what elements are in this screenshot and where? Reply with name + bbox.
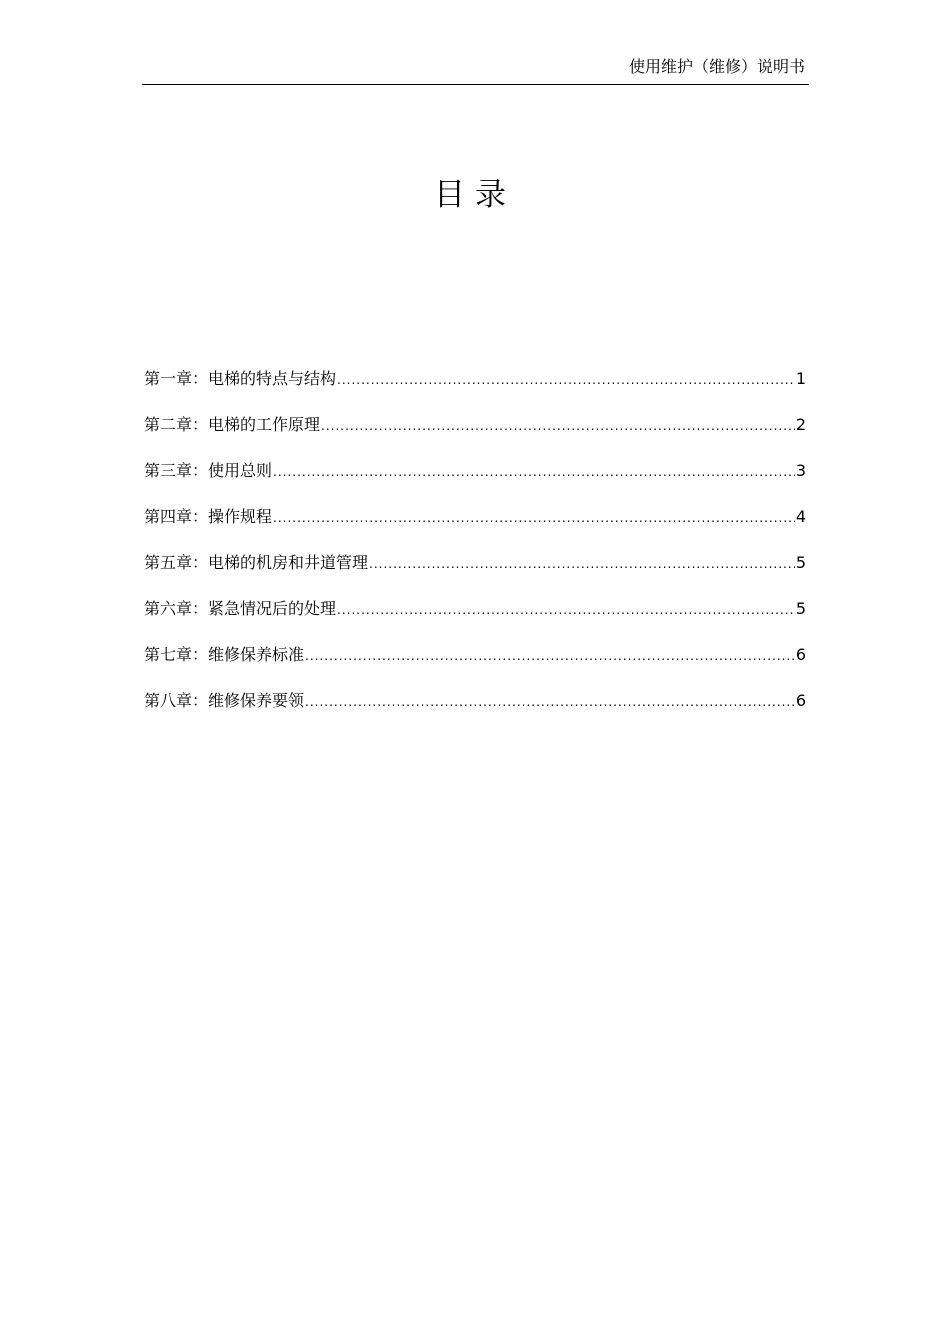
toc-entry-page: 6 — [795, 645, 806, 664]
toc-entry-page: 5 — [795, 599, 806, 618]
toc-entry-label: 第五章：电梯的机房和井道管理 — [144, 553, 369, 572]
toc-entry-chapter-1[interactable] — [144, 367, 806, 413]
page-header — [142, 54, 809, 85]
dot-leader — [337, 368, 795, 392]
toc-entry-chapter-5[interactable] — [144, 551, 806, 597]
dot-leader — [305, 644, 795, 668]
toc-entry-label: 第六章：紧急情况后的处理 — [144, 599, 337, 618]
toc-entry-chapter-3[interactable] — [144, 459, 806, 505]
toc-title: 目录 — [434, 177, 516, 213]
toc-entry-chapter-2[interactable] — [144, 413, 806, 459]
toc-entry-page: 1 — [795, 369, 806, 388]
toc-entry-page: 6 — [795, 691, 806, 710]
table-of-contents — [144, 367, 806, 735]
toc-entry-page: 5 — [795, 553, 806, 572]
toc-entry-chapter-4[interactable] — [144, 505, 806, 551]
dot-leader — [321, 414, 795, 438]
header-title: 使用维护（维修）说明书 — [628, 57, 805, 76]
toc-entry-label: 第四章：操作规程 — [144, 507, 273, 526]
dot-leader — [305, 690, 795, 714]
toc-entry-label: 第二章：电梯的工作原理 — [144, 415, 321, 434]
toc-entry-chapter-7[interactable] — [144, 643, 806, 689]
toc-entry-chapter-6[interactable] — [144, 597, 806, 643]
toc-entry-page: 2 — [795, 415, 806, 434]
dot-leader — [273, 506, 795, 530]
toc-entry-label: 第一章：电梯的特点与结构 — [144, 369, 337, 388]
toc-entry-page: 4 — [795, 507, 806, 526]
toc-entry-label: 第七章：维修保养标准 — [144, 645, 305, 664]
toc-entry-page: 3 — [795, 461, 806, 480]
toc-entry-label: 第三章：使用总则 — [144, 461, 273, 480]
dot-leader — [337, 598, 795, 622]
dot-leader — [369, 552, 795, 576]
toc-entry-label: 第八章：维修保养要领 — [144, 691, 305, 710]
dot-leader — [273, 460, 795, 484]
toc-entry-chapter-8[interactable] — [144, 689, 806, 735]
